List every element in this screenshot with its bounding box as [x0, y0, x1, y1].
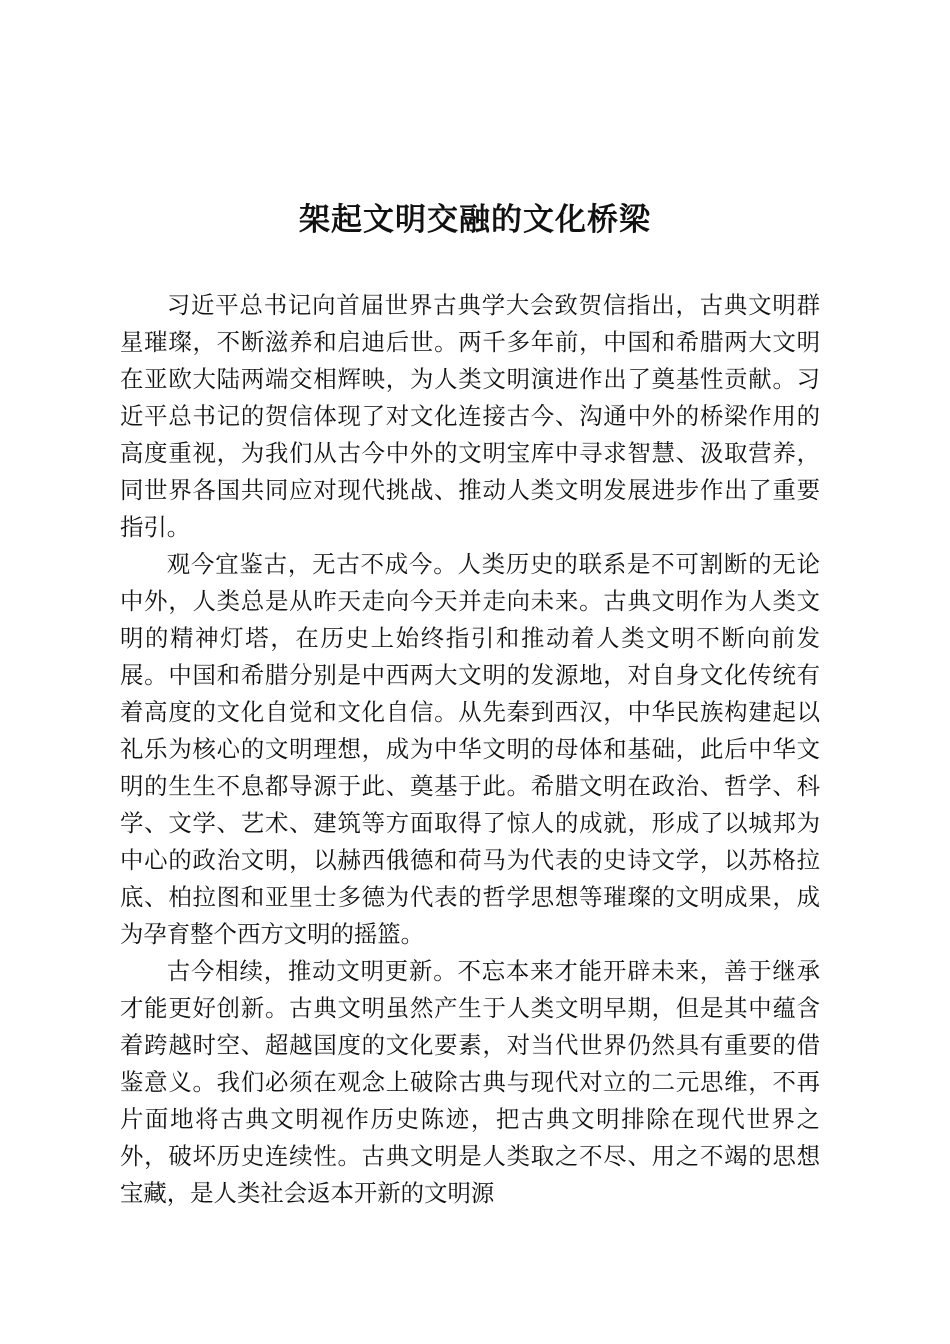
document-title: 架起文明交融的文化桥梁: [299, 202, 651, 238]
paragraph-3: 古今相续，推动文明更新。不忘本来才能开辟未来，善于继承才能更好创新。古典文明虽然产生于人类文明早期，但是其中蕴含着跨越时空、超越国度的文化要素，对当代世界仍然具有重要的借鉴意义。我们必须在观念上破除古典与现代对立的二元思维，不再片面地将古典文明视作历史陈迹，把古典文明排除在现代世界之外，破坏历史连续性。古典文明是人类取之不尽、用之不竭的思想宝藏，是人类社会返本开新的文明源: [120, 957, 820, 1207]
paragraph-2: 观今宜鉴古，无古不成今。人类历史的联系是不可割断的无论中外，人类总是从昨天走向今天并走向未来。古典文明作为人类文明的精神灯塔，在历史上始终指引和推动着人类文明不断向前发展。中国和希腊分别是中西两大文明的发源地，对自身文化传统有着高度的文化自觉和文化自信。从先秦到西汉，中华民族构建起以礼乐为核心的文明理想，成为中华文明的母体和基础，此后中华文明的生生不息都导源于此、奠基于此。希腊文明在政治、哲学、科学、文学、艺术、建筑等方面取得了惊人的成就，形成了以城邦为中心的政治文明，以赫西俄德和荷马为代表的史诗文学，以苏格拉底、柏拉图和亚里士多德为代表的哲学思想等璀璨的文明成果，成为孕育整个西方文明的摇篮。: [120, 550, 820, 948]
document-body: [120, 287, 820, 1212]
paragraph-1: 习近平总书记向首届世界古典学大会致贺信指出，古典文明群星璀璨，不断滋养和启迪后世。两千多年前，中国和希腊两大文明在亚欧大陆两端交相辉映，为人类文明演进作出了奠基性贡献。习近平总书记的贺信体现了对文化连接古今、沟通中外的桥梁作用的高度重视，为我们从古今中外的文明宝库中寻求智慧、汲取营养，同世界各国共同应对现代挑战、推动人类文明发展进步作出了重要指引。: [120, 291, 820, 541]
